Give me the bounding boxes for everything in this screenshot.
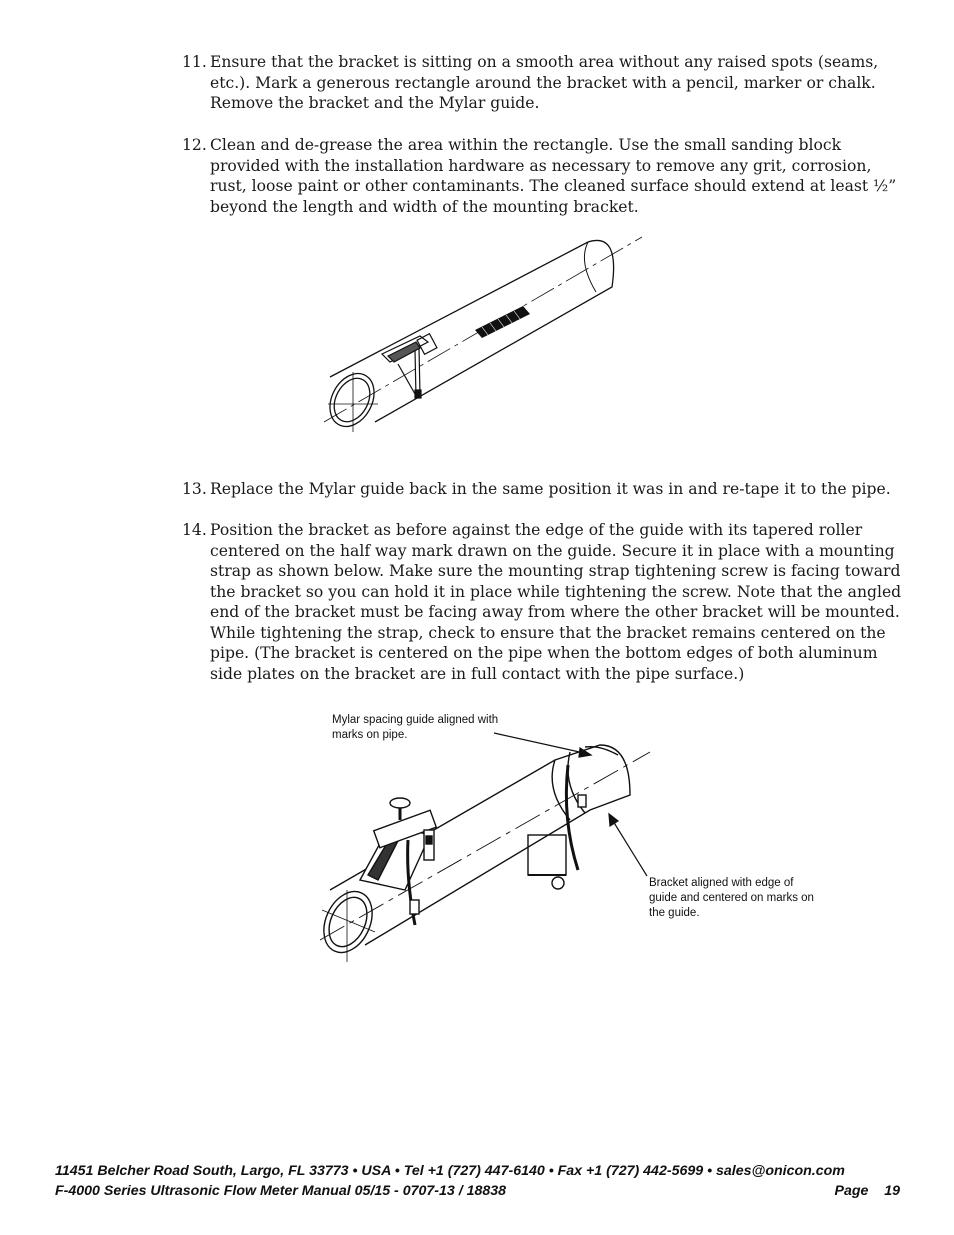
step-13 <box>182 479 902 500</box>
footer-address <box>55 1161 900 1181</box>
page-indicator <box>835 1181 900 1201</box>
step-14 <box>182 520 902 684</box>
step-number: 12. <box>182 136 207 154</box>
step-11 <box>182 52 902 114</box>
bracket-callout: Bracket aligned with edge of guide and centered on marks on the guide. <box>649 877 814 919</box>
step-text: Replace the Mylar guide back in the same position it was in and re-tape it to the pipe. <box>210 480 891 498</box>
step-text: Ensure that the bracket is sitting on a smooth area without any raised spots (seams, etc.). Mark a generous rectangle around the bracket with a pencil, marker or chalk. Remove the bracket and the Mylar guide. <box>210 53 879 112</box>
step-text: Position the bracket as before against the edge of the guide with its tapered roller centered on the half way mark drawn on the guide. Secure it in place with a mounting strap as shown below. Make sure the mounting strap tightening screw is facing toward the bracket so you can hold it in place while tightening the screw. Note that the angled end of the bracket must be facing away from where the other bracket will be mounted. While tightening the strap, check to ensure that the bracket remains centered on the pipe. (The bracket is centered on the pipe when the bottom edges of both aluminum side plates on the bracket are in full contact with the pipe surface.) <box>210 521 902 683</box>
footer-address-text: 11451 Belcher Road South, Largo, FL 33773 • USA • Tel +1 (727) 447-6140 • Fax +1 (727) 442-5699 • sales@onicon.com <box>55 1163 845 1179</box>
mylar-callout: Mylar spacing guide aligned with marks on pipe. <box>332 714 499 741</box>
page-label: Page <box>834 1183 869 1199</box>
pipe-cleaning-figure <box>320 232 650 442</box>
step-text: Clean and de-grease the area within the rectangle. Use the small sanding block provided with the installation hardware as necessary to remove any grit, corrosion, rust, loose paint or other contaminants. The cleaned surface should extend at least ½” beyond the length and width of the mounting bracket. <box>210 136 897 216</box>
step-12 <box>182 135 902 217</box>
step-number: 13. <box>182 480 207 498</box>
pipe-cleaning-drawing <box>320 232 650 442</box>
footer-manual-title: F-4000 Series Ultrasonic Flow Meter Manual 05/15 - 0707-13 / 18838 <box>55 1183 507 1199</box>
step-number: 11. <box>182 53 207 71</box>
page-number: 19 <box>884 1183 900 1199</box>
footer-manual-line <box>55 1181 900 1201</box>
step-number: 14. <box>182 521 207 539</box>
